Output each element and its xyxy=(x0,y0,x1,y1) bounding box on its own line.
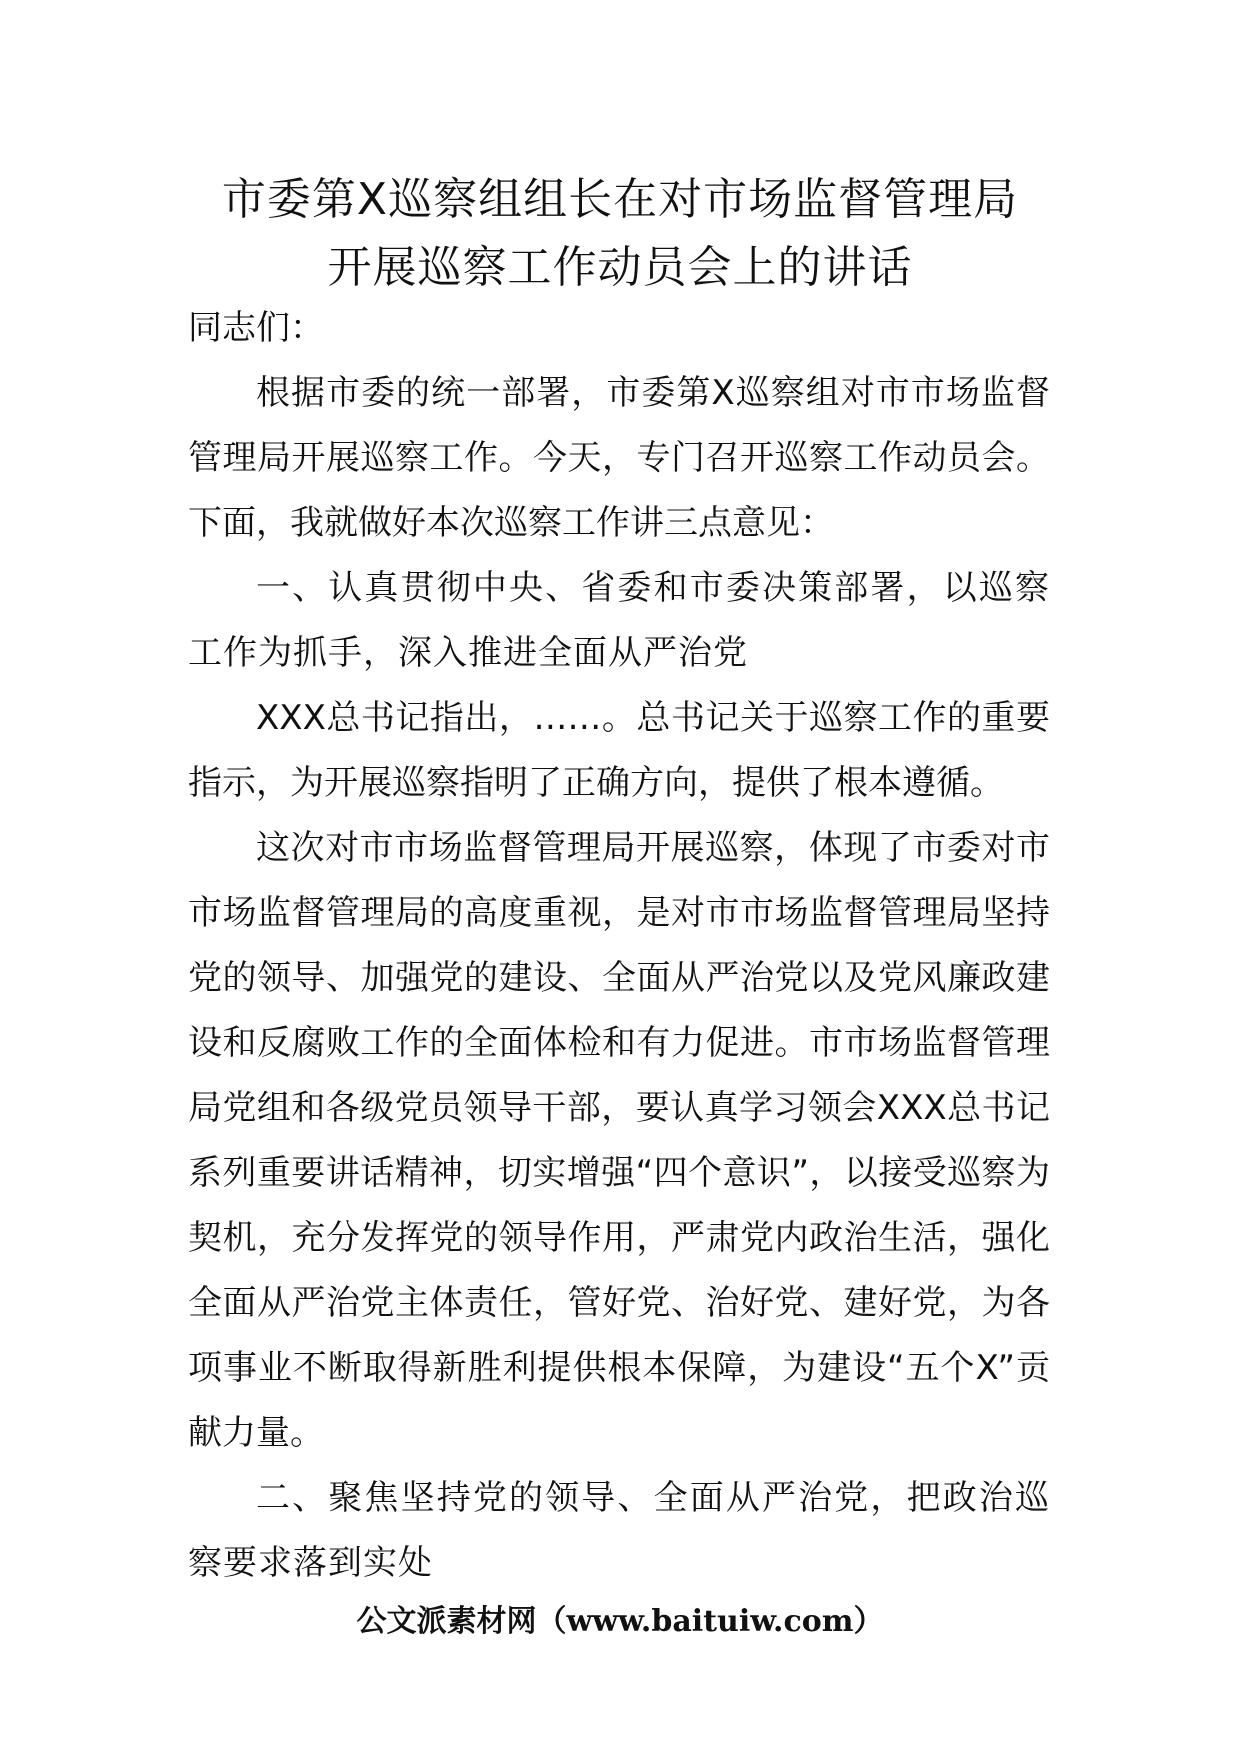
section-heading-1: 一、认真贯彻中央、省委和市委决策部署，以巡察工作为抓手，深入推进全面从严治党 xyxy=(188,568,1050,673)
watermark-footer: 公文派素材网（www.baituiw.com） xyxy=(356,1604,884,1639)
paragraph-intro: 根据市委的统一部署，市委第Ⅹ巡察组对市市场监督管理局开展巡察工作。今天，专门召开巡察工作动员会。下面，我就做好本次巡察工作讲三点意见： xyxy=(188,373,1050,543)
section-heading-2: 二、聚焦坚持党的领导、全面从严治党，把政治巡察要求落到实处 xyxy=(188,1478,1050,1583)
paragraph-significance: 这次对市市场监督管理局开展巡察，体现了市委对市市场监督管理局的高度重视，是对市市场监督管理局坚持党的领导、加强党的建设、全面从严治党以及党风廉政建设和反腐败工作的全面体检和有力促进。市市场监督管理局党组和各级党员领导干部，要认真学习领会XXX总书记系列重要讲话精神，切实增强“四个意识”，以接受巡察为契机，充分发挥党的领导作用，严肃党内政治生活，强化全面从严治党主体责任，管好党、治好党、建好党，为各项事业不断取得新胜利提供根本保障，为建设“五个X”贡献力量。 xyxy=(188,828,1050,1453)
salutation: 同志们： xyxy=(188,308,324,348)
document-title-line-1: 市委第Ⅹ巡察组组长在对市场监督管理局 xyxy=(221,174,1019,225)
document-body xyxy=(188,296,1050,1596)
paragraph-instruction: XXX总书记指出，……。总书记关于巡察工作的重要指示，为开展巡察指明了正确方向，提供了根本遵循。 xyxy=(188,698,1050,803)
document-title-line-2: 开展巡察工作动员会上的讲话 xyxy=(327,242,913,293)
